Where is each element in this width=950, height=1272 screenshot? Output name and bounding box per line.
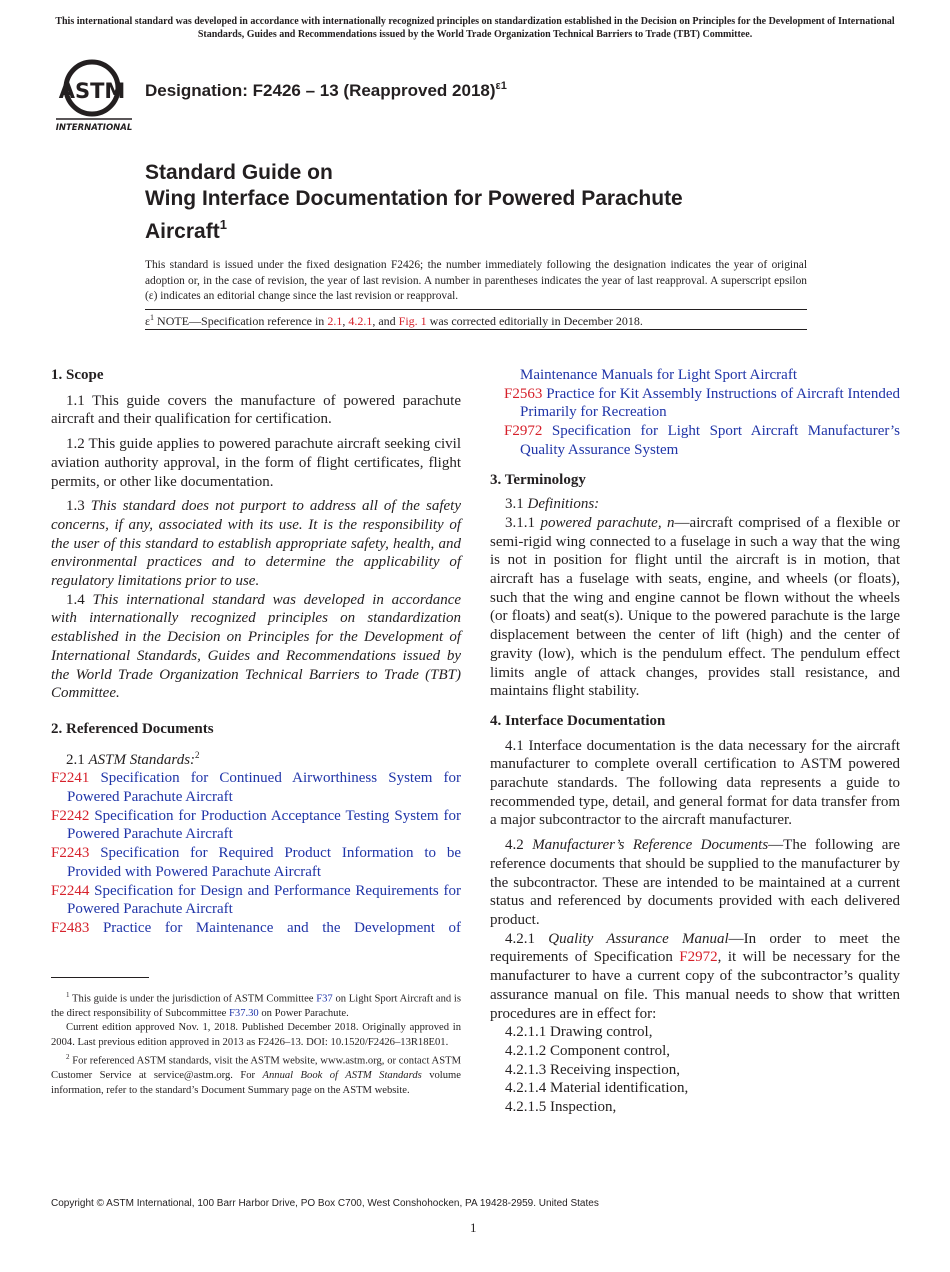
interface-4-2-1-text-a: —In order to meet the requirements of Specification (490, 930, 901, 966)
copyright-line: Copyright © ASTM International, 100 Barr Harbor Drive, PO Box C700, West Conshohocken, PA 19428-2959. United States (51, 1198, 599, 1209)
interface-4-2-1-num: 4.2.1 (505, 930, 549, 947)
footnote-rule (51, 977, 149, 978)
page-number: 1 (470, 1220, 477, 1235)
definitions-num: 3.1 (505, 496, 528, 513)
top-notice: This international standard was developed in accordance with internationally recognized principles on standardization established in the Decision on Principles for the Development of International Standards, Guides and Recommendations issued by the World Trade Organization Technical Barriers to Trade (TBT) Committee. (55, 16, 895, 40)
ref-item[interactable] (51, 807, 461, 844)
ref-code: F2243 (51, 845, 90, 862)
procedure-list-item: 4.2.1.1 Drawing control, (505, 1024, 653, 1041)
procedure-list-item: 4.2.1.5 Inspection, (505, 1099, 617, 1116)
footnote-2-text-a: For referenced ASTM standards, visit the ASTM website, www.astm.org, or contact ASTM Customer Service at service@astm.org. For (51, 1055, 461, 1082)
footnotes (51, 988, 461, 1098)
interface-4-2 (490, 836, 900, 930)
interface-4-2-1-term: Quality Assurance Manual (548, 930, 729, 947)
scope-1-3-num: 1.3 (66, 498, 91, 515)
interface-4-2-num: 4.2 (505, 837, 533, 854)
ref-code: F2241 (51, 770, 90, 787)
ref-code: F2244 (51, 882, 90, 899)
ref-title: Specification for Light Sport Aircraft Manufacturer’s Quality Assurance System (520, 423, 900, 458)
footnote-2-text-b: volume information, refer to the standard’s Document Summary page on the ASTM website. (51, 1070, 461, 1096)
footnote-link-f37[interactable]: F37 (316, 993, 333, 1005)
section-heading-terminology: 3. Terminology (490, 471, 586, 488)
title-line3-text: Aircraft (145, 220, 220, 243)
ref-item[interactable] (51, 919, 461, 938)
footnote-2-mark: 2 (66, 1053, 70, 1062)
title-line2: Wing Interface Documentation for Powered Parachute (145, 187, 683, 210)
logo-bottom-text: INTERNATIONAL (55, 123, 133, 133)
section-heading-referenced: 2. Referenced Documents (51, 720, 214, 737)
ref-title: Practice for Maintenance and the Development of (102, 919, 462, 936)
ref-code: F2972 (504, 423, 543, 440)
interface-4-2-text: —The following are reference documents that should be supplied to the manufacturer by the subcontractor. These are intended to be maintained at a current status and referenced by documents provided with each delivered product. (490, 837, 901, 928)
logo-top-text: ASTM (58, 79, 126, 103)
note-text-a: NOTE—Specification reference in (154, 314, 328, 328)
interface-4-2-term: Manufacturer’s Reference Documents (532, 837, 769, 854)
rule-bottom (145, 329, 807, 330)
definition-num: 3.1.1 (505, 514, 541, 531)
scope-1-3-text: This standard does not purport to address all of the safety concerns, if any, associated with its use. It is the responsibility of the user of this standard to establish appropriate safety, health, and environmental practices and to determine the applicability of regulatory limitations prior to use. (51, 498, 461, 590)
interface-4-2-1 (490, 930, 900, 1024)
ref-code: F2242 (51, 807, 90, 824)
intro-paragraph: This standard is issued under the fixed designation F2426; the number immediately following the designation indicates the year of original adoption or, in the case of revision, the year of last revision. A number in parentheses indicates the year of last reapproval. A superscript epsilon (ε) indicates an editorial change since the last revision or reapproval. (145, 259, 807, 303)
note-eps: ε (145, 314, 151, 328)
ref-item[interactable] (51, 882, 461, 919)
section-heading-interface: 4. Interface Documentation (490, 712, 666, 729)
footnote-2-annual-book: Annual Book of ASTM Standards (262, 1070, 422, 1082)
scope-1-4 (51, 591, 461, 703)
procedure-list-item: 4.2.1.2 Component control, (505, 1042, 670, 1059)
editorial-note (145, 313, 643, 329)
astm-standards-heading (51, 746, 461, 770)
interface-link-f2972[interactable]: F2972 (679, 949, 718, 966)
title-footnote-mark: 1 (219, 217, 227, 232)
note-text-b: , (342, 314, 349, 328)
ref-item-continued[interactable] (490, 366, 900, 385)
interface-4-2-1-text-b: , it will be necessary for the manufacturer to have a current copy of the subcontractor’s quality assurance manual on file. This manual needs to show that written procedures are in effect for: (490, 949, 900, 1022)
right-column (490, 366, 900, 1117)
title-line1: Standard Guide on (145, 161, 333, 184)
interface-4-1: 4.1 Interface documentation is the data necessary for the aircraft manufacturer to complete overall certification to ASTM powered parachute standards. The following data represents a guide to recommended type, detail, and general format for data transfer from a major subcontractor to the aircraft manufacturer. (490, 737, 900, 829)
note-text-c: , and (372, 314, 399, 328)
note-link-2-1[interactable]: 2.1 (327, 314, 343, 328)
footnote-1-edition: Current edition approved Nov. 1, 2018. Published December 2018. Originally approved in 2004. Last previous edition approved in 2013 as F2426–13. DOI: 10.1520/F2426–13R18E01. (51, 1022, 461, 1048)
procedure-list-item: 4.2.1.3 Receiving inspection, (505, 1061, 680, 1078)
footnote-1 (51, 988, 461, 1021)
astm-standards-label: ASTM Standards: (88, 751, 196, 768)
left-column (51, 366, 461, 938)
footnote-1-text-a: This guide is under the jurisdiction of ASTM Committee (69, 993, 317, 1005)
rule-top (145, 309, 807, 310)
designation (145, 80, 507, 101)
ref-title: Specification for Required Product Information to be Provided with Powered Parachute Aircraft (67, 845, 461, 880)
ref-item[interactable] (504, 422, 900, 459)
astm-standards-num: 2.1 (66, 751, 89, 768)
footnote-1-mark: 1 (66, 991, 70, 999)
section-heading-scope: 1. Scope (51, 367, 104, 383)
note-link-4-2-1[interactable]: 4.2.1 (348, 314, 373, 328)
scope-1-4-num: 1.4 (66, 591, 93, 608)
scope-1-1: 1.1 This guide covers the manufacture of powered parachute aircraft and their qualification for certification. (51, 392, 461, 428)
definition-term: powered parachute, n (540, 514, 675, 531)
definition-powered-parachute (490, 514, 900, 701)
procedure-list-item: 4.2.1.4 Material identification, (505, 1080, 689, 1097)
ref-title: Practice for Kit Assembly Instructions of Aircraft Intended Primarily for Recreation (520, 385, 900, 421)
page-title (145, 160, 683, 245)
footnote-link-f37-30[interactable]: F37.30 (229, 1007, 259, 1019)
ref-title: Maintenance Manuals for Light Sport Aircraft (520, 367, 798, 383)
designation-sup: ε1 (495, 80, 507, 92)
footnote-1-text-c: on Power Parachute. (258, 1007, 349, 1019)
note-link-fig-1[interactable]: Fig. 1 (398, 314, 427, 328)
scope-1-4-text: This international standard was developed in accordance with internationally recognized principles on standardization established in the Decision on Principles for the Development of International Standards, Guides and Recommendations issued by the World Trade Organization Technical Barriers to Trade (TBT) Committee. (51, 591, 462, 702)
note-eps-sup: 1 (150, 313, 155, 322)
designation-text: Designation: F2426 – 13 (Reapproved 2018) (145, 81, 496, 100)
scope-1-3 (51, 497, 461, 591)
definition-text: —aircraft comprised of a flexible or semi-rigid wing connected to a fuselage in such a way that the wing is not in position for flight until the aircraft is in motion, that aircraft has a fuselage with seats, engine, and wheels (or floats), such that the wing and engine cannot be flown without the wheels (or floats) and seat(s). Unique to the powered parachute is the large displacement between the center of lift (high) and the center of gravity (low), which is the pendulum effect. The pendulum effect limits angle of attack changes, provides stall resistance, and maintains flight stability. (490, 514, 901, 700)
ref-code: F2483 (51, 919, 90, 936)
ref-item[interactable] (51, 769, 461, 806)
astm-logo (52, 56, 136, 134)
definitions-label: Definitions: (527, 496, 600, 513)
ref-code: F2563 (504, 385, 543, 402)
ref-title: Specification for Design and Performance Requirements for Powered Parachute Aircraft (67, 882, 461, 918)
ref-item[interactable] (504, 385, 900, 422)
definitions-heading (490, 495, 900, 514)
ref-item[interactable] (51, 844, 461, 881)
ref-title: Specification for Continued Airworthiness System for Powered Parachute Aircraft (67, 770, 462, 806)
ref-title: Specification for Production Acceptance Testing System for Powered Parachute Aircraft (67, 807, 461, 843)
footnote-1-text-b: on Light Sport Aircraft and is the direct responsibility of Subcommittee (51, 993, 461, 1019)
note-text-d: was corrected editorially in December 2018. (426, 314, 643, 328)
scope-1-2: 1.2 This guide applies to powered parachute aircraft seeking civil aviation authority approval, in the form of flight certificates, flight permits, or other like documentation. (51, 436, 461, 490)
astm-standards-sup: 2 (195, 749, 200, 760)
footnote-2 (51, 1050, 461, 1098)
title-line3 (145, 212, 683, 245)
